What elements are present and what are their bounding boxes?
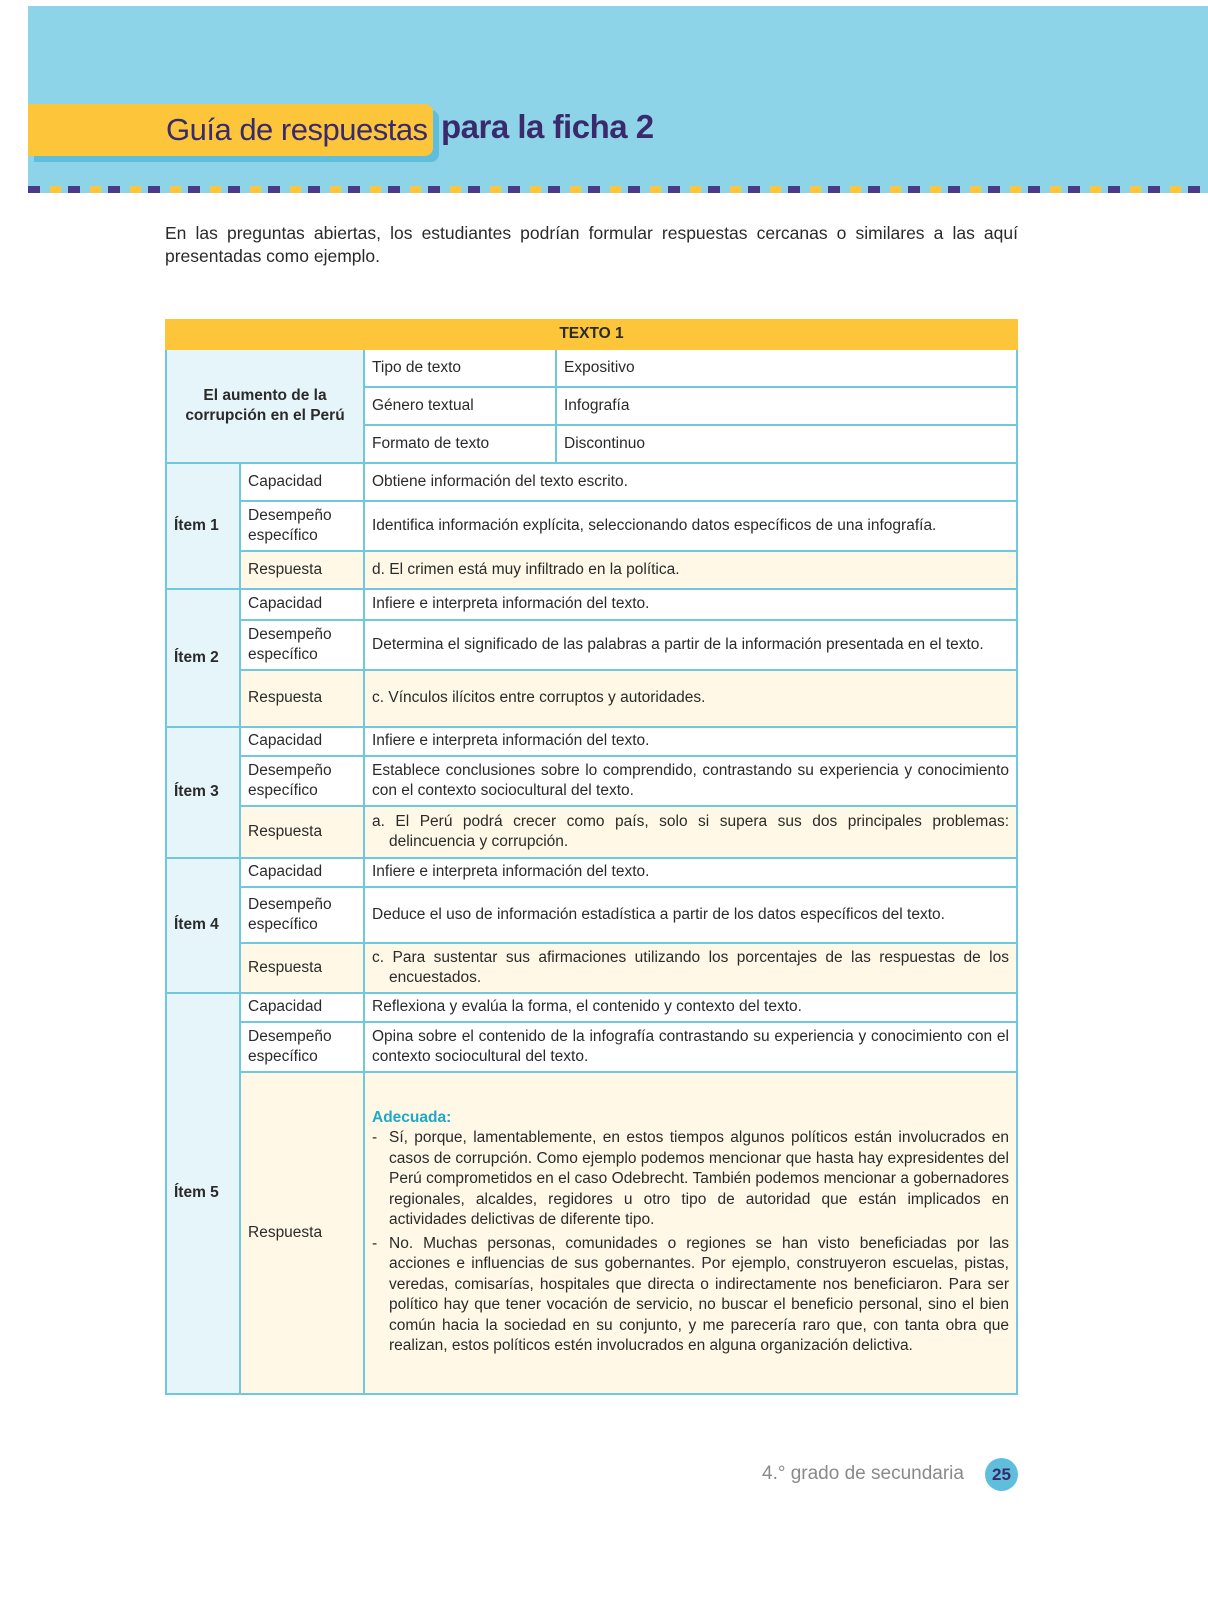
bullet-text: No. Muchas personas, comunidades o regiones se han visto beneficiadas por las acciones e influencias de sus gobernantes. Por ejemplo, construyeron escuelas, pistas, veredas, comisarías, hospitales que directa o indirectamente nos beneficiaron. Para ser político hay que tener vocación de servicio, no buscar el beneficio personal, sino el bien común hacia la sociedad en su conjunto, y me parecería raro que, con tanta obra que realizan, estos políticos estén involucrados en alguna organización delictiva. — [389, 1234, 1009, 1354]
title-left: Guía de respuestas — [166, 112, 428, 147]
footer-grade: 4.° grado de secundaria — [762, 1463, 964, 1484]
answer-table — [165, 319, 1018, 1395]
title-right: para la ficha 2 — [441, 108, 654, 145]
item-label: Ítem 4 — [166, 858, 240, 993]
bullet-marker: - — [372, 1129, 378, 1146]
row-label-respuesta: Respuesta — [240, 1072, 364, 1394]
desempeno-text: Identifica información explícita, seleccionando datos específicos de una infografía. — [364, 501, 1017, 551]
prop-value: Infografía — [556, 387, 1017, 425]
desempeno-text: Deduce el uso de información estadística a partir de los datos específicos del texto. — [364, 887, 1017, 943]
row-label-respuesta: Respuesta — [240, 670, 364, 727]
bullet-marker: - — [372, 1234, 378, 1252]
row-label-capacidad: Capacidad — [240, 858, 364, 887]
list-item — [372, 1234, 1009, 1357]
row-label-capacidad: Capacidad — [240, 463, 364, 501]
desempeno-text: Determina el significado de las palabras a partir de la información presentada en el texto. — [364, 620, 1017, 670]
list-item — [372, 1128, 1009, 1231]
item-label: Ítem 3 — [166, 727, 240, 858]
desempeno-text: Opina sobre el contenido de la infografía contrastando su experiencia y conocimiento con el contexto sociocultural del texto. — [364, 1022, 1017, 1072]
row-label-respuesta: Respuesta — [240, 943, 364, 993]
capacidad-text: Infiere e interpreta información del texto. — [364, 589, 1017, 620]
row-label-respuesta: Respuesta — [240, 806, 364, 858]
respuesta-text: a. El Perú podrá crecer como país, solo si supera sus dos principales problemas: delincuencia y corrupción. — [372, 812, 1009, 850]
respuesta-heading: Adecuada: — [372, 1108, 452, 1126]
respuesta-text: c. Para sustentar sus afirmaciones utilizando los porcentajes de las respuestas de los encuestados. — [372, 948, 1009, 986]
page-number: 25 — [985, 1458, 1018, 1491]
row-label-desempeno: Desempeño específico — [240, 1022, 364, 1072]
header-banner — [28, 6, 1208, 186]
item-label: Ítem 1 — [166, 463, 240, 589]
row-label-respuesta: Respuesta — [240, 551, 364, 589]
respuesta-text: d. El crimen está muy infiltrado en la política. — [364, 551, 1017, 589]
row-label-capacidad: Capacidad — [240, 589, 364, 620]
capacidad-text: Reflexiona y evalúa la forma, el contenido y contexto del texto. — [364, 993, 1017, 1022]
prop-label: Tipo de texto — [364, 349, 556, 387]
row-label-desempeno: Desempeño específico — [240, 620, 364, 670]
text-name: El aumento de la corrupción en el Perú — [166, 349, 364, 463]
row-label-desempeno: Desempeño específico — [240, 756, 364, 806]
capacidad-text: Infiere e interpreta información del texto. — [364, 858, 1017, 887]
prop-value: Expositivo — [556, 349, 1017, 387]
intro-paragraph: En las preguntas abiertas, los estudiantes podrían formular respuestas cercanas o similares a las aquí presentadas como ejemplo. — [165, 223, 1018, 266]
respuesta-text: c. Vínculos ilícitos entre corruptos y autoridades. — [364, 670, 1017, 727]
prop-value: Discontinuo — [556, 425, 1017, 463]
desempeno-text: Establece conclusiones sobre lo comprendido, contrastando su experiencia y conocimiento con el contexto sociocultural del texto. — [364, 756, 1017, 806]
header-stripe — [28, 186, 1208, 193]
row-label-desempeno: Desempeño específico — [240, 501, 364, 551]
title-tab — [28, 104, 433, 156]
prop-label: Género textual — [364, 387, 556, 425]
row-label-capacidad: Capacidad — [240, 727, 364, 756]
bullet-text: Sí, porque, lamentablemente, en estos tiempos algunos políticos están involucrados en casos de corrupción. Como ejemplo podemos mencionar que hasta hay expresidentes del Perú comprometidos en el caso Odebrecht. También podemos mencionar a gobernadores regionales, alcaldes, regidores u otro tipo de autoridad que están implicados en actividades delictivas de diferente tipo. — [389, 1129, 1009, 1228]
capacidad-text: Obtiene información del texto escrito. — [364, 463, 1017, 501]
table-title: TEXTO 1 — [166, 320, 1017, 349]
item-label: Ítem 2 — [166, 589, 240, 727]
capacidad-text: Infiere e interpreta información del texto. — [364, 727, 1017, 756]
item-label: Ítem 5 — [166, 993, 240, 1394]
prop-label: Formato de texto — [364, 425, 556, 463]
row-label-capacidad: Capacidad — [240, 993, 364, 1022]
row-label-desempeno: Desempeño específico — [240, 887, 364, 943]
